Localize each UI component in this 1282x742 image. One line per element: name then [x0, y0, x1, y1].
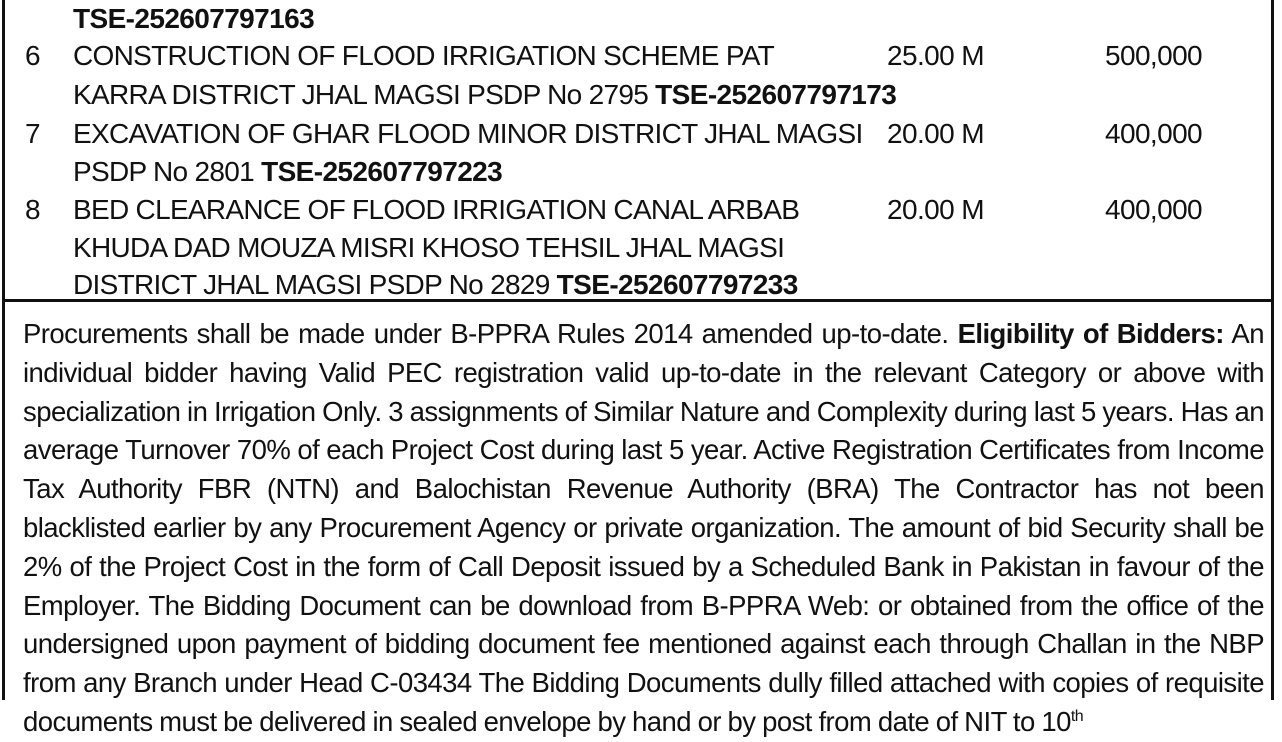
serial-number: 6 — [25, 40, 41, 71]
eligibility-heading: Eligibility of Bidders: — [957, 318, 1224, 349]
tender-code: TSE-252607797163 — [73, 3, 315, 34]
work-description-line: CONSTRUCTION OF FLOOD IRRIGATION SCHEME PAT — [73, 40, 775, 71]
work-description-line: PSDP No 2801 TSE-252607797223 — [73, 156, 503, 187]
bid-security: 500,000 — [1105, 40, 1203, 71]
notice-paragraph: Procurements shall be made under B-PPRA Rules 2014 amended up-to-date. Eligibility of Bidders: An individual bidder having Valid PEC registration valid up-to-date in the relevant Category or above with specialization in Irrigation Only. 3 assignments of Similar Nature and Complexity during last 5 years. Has an average Turnover 70% of each Project Cost during last 5 year. Active Registration Certificates from Income Tax Authority FBR (NTN) and Balochistan Revenue Authority (BRA) The Contractor has not been blacklisted earlier by any Procurement Agency or private organization. The amount of bid Security shall be 2% of the Project Cost in the form of Call Deposit issued by a Scheduled Bank in Pakistan in favour of the Employer. The Bidding Document can be download from B-PPRA Web: or obtained from the office of the undersigned upon payment of bidding document fee mentioned against each through Challan in the NBP from any Branch under Head C-03434 The Bidding Documents dully filled attached with copies of requisite documents must be delivered in sealed envelope by hand or by post from date of NIT to 10th — [23, 318, 1264, 737]
works-table — [5, 0, 1271, 302]
work-description-line: KHUDA DAD MOUZA MISRI KHOSO TEHSIL JHAL MAGSI — [73, 232, 785, 263]
serial-number: 8 — [25, 194, 41, 225]
estimated-cost: 25.00 M — [887, 40, 984, 71]
tender-code: TSE-252607797233 — [556, 269, 798, 300]
serial-number: 7 — [25, 118, 41, 149]
estimated-cost: 20.00 M — [887, 118, 984, 149]
work-description-line: BED CLEARANCE OF FLOOD IRRIGATION CANAL ARBAB — [73, 194, 800, 225]
work-description-line: EXCAVATION OF GHAR FLOOD MINOR DISTRICT JHAL MAGSI — [73, 118, 863, 149]
work-description-line: DISTRICT JHAL MAGSI PSDP No 2829 TSE-252607797233 — [73, 269, 798, 300]
bid-security: 400,000 — [1105, 118, 1203, 149]
bid-security: 400,000 — [1105, 194, 1203, 225]
tender-code: TSE-252607797173 — [655, 79, 897, 110]
work-description-line: KARRA DISTRICT JHAL MAGSI PSDP No 2795 TSE-252607797173 — [73, 79, 897, 110]
tender-code: TSE-252607797223 — [261, 156, 503, 187]
tender-notice-frame — [2, 0, 1274, 737]
estimated-cost: 20.00 M — [887, 194, 984, 225]
